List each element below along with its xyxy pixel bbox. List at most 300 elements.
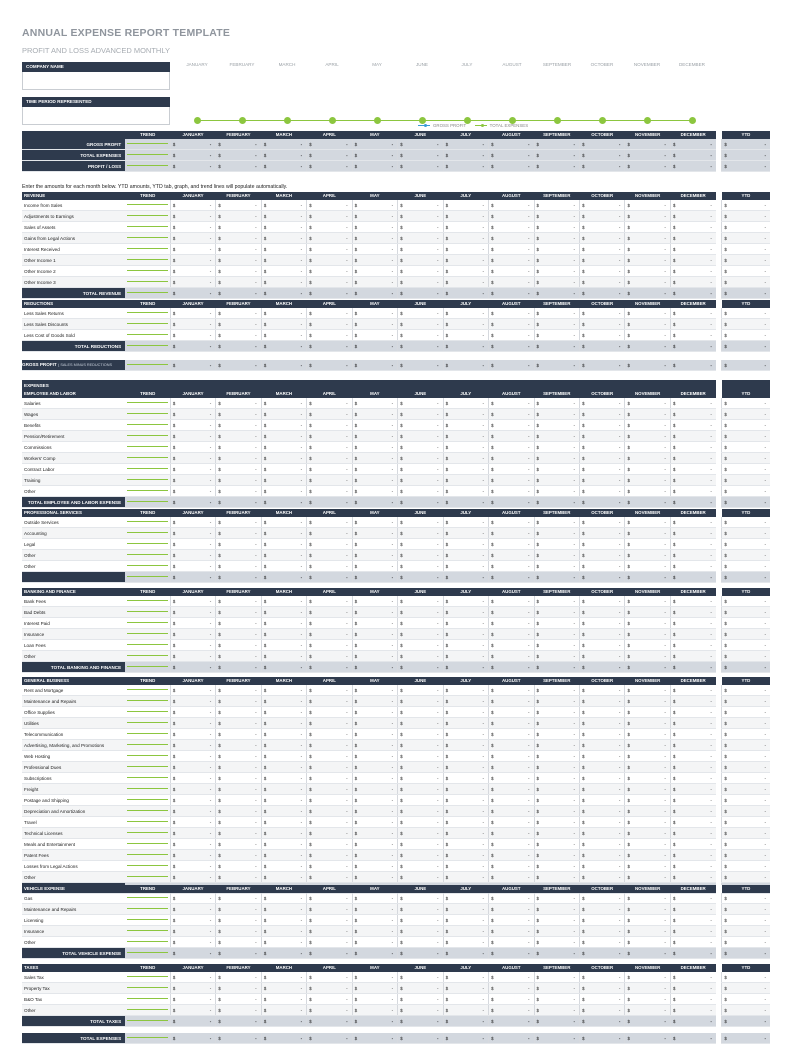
month-value[interactable]: $ - [489,994,534,1005]
month-value[interactable]: $ - [216,360,261,371]
month-value[interactable]: $ - [625,442,670,453]
month-value[interactable]: $ - [216,277,261,288]
month-value[interactable]: $ - [670,618,715,629]
month-value[interactable]: $ - [489,662,534,673]
month-value[interactable]: $ - [216,828,261,839]
month-value[interactable]: $ - [216,453,261,464]
month-value[interactable]: $ - [216,762,261,773]
month-value[interactable]: $ - [352,420,397,431]
month-value[interactable]: $ - [534,893,579,904]
month-value[interactable]: $ - [489,431,534,442]
month-value[interactable]: $ - [489,360,534,371]
month-value[interactable]: $ - [625,464,670,475]
month-value[interactable]: $ - [216,740,261,751]
month-value[interactable]: $ - [489,596,534,607]
month-value[interactable]: $ - [307,685,352,696]
month-value[interactable]: $ - [216,341,261,352]
month-value[interactable]: $ - [216,528,261,539]
month-value[interactable]: $ - [398,341,443,352]
month-value[interactable]: $ - [670,640,715,651]
month-value[interactable]: $ - [534,828,579,839]
month-value[interactable]: $ - [443,200,488,211]
month-value[interactable]: $ - [670,740,715,751]
month-value[interactable]: $ - [534,255,579,266]
month-value[interactable]: $ - [307,539,352,550]
month-value[interactable]: $ - [216,517,261,528]
month-value[interactable]: $ - [625,341,670,352]
month-value[interactable]: $ - [579,453,624,464]
month-value[interactable]: $ - [489,528,534,539]
month-value[interactable]: $ - [670,762,715,773]
month-value[interactable]: $ - [307,740,352,751]
month-value[interactable]: $ - [625,475,670,486]
month-value[interactable]: $ - [443,751,488,762]
month-value[interactable]: $ - [261,915,306,926]
month-value[interactable]: $ - [670,561,715,572]
month-value[interactable]: $ - [489,200,534,211]
month-value[interactable]: $ - [170,696,215,707]
month-value[interactable]: $ - [352,453,397,464]
month-value[interactable]: $ - [489,926,534,937]
month-value[interactable]: $ - [216,442,261,453]
month-value[interactable]: $ - [534,150,579,161]
month-value[interactable]: $ - [534,233,579,244]
month-value[interactable]: $ - [352,431,397,442]
month-value[interactable]: $ - [352,486,397,497]
month-value[interactable]: $ - [489,330,534,341]
month-value[interactable]: $ - [489,277,534,288]
month-value[interactable]: $ - [352,994,397,1005]
month-value[interactable]: $ - [534,784,579,795]
month-value[interactable]: $ - [670,937,715,948]
month-value[interactable]: $ - [216,244,261,255]
month-value[interactable]: $ - [398,607,443,618]
month-value[interactable]: $ - [216,211,261,222]
month-value[interactable]: $ - [352,729,397,740]
month-value[interactable]: $ - [398,685,443,696]
month-value[interactable]: $ - [579,629,624,640]
month-value[interactable]: $ - [216,409,261,420]
month-value[interactable]: $ - [398,319,443,330]
month-value[interactable]: $ - [670,222,715,233]
month-value[interactable]: $ - [170,751,215,762]
month-value[interactable]: $ - [307,795,352,806]
month-value[interactable]: $ - [307,806,352,817]
month-value[interactable]: $ - [216,662,261,673]
month-value[interactable]: $ - [443,795,488,806]
month-value[interactable]: $ - [625,572,670,583]
month-value[interactable]: $ - [534,948,579,959]
month-value[interactable]: $ - [489,244,534,255]
month-value[interactable]: $ - [170,850,215,861]
month-value[interactable]: $ - [534,696,579,707]
month-value[interactable]: $ - [170,926,215,937]
month-value[interactable]: $ - [579,904,624,915]
month-value[interactable]: $ - [670,497,715,508]
month-value[interactable]: $ - [170,161,215,172]
month-value[interactable]: $ - [216,464,261,475]
month-value[interactable]: $ - [443,572,488,583]
month-value[interactable]: $ - [670,773,715,784]
month-value[interactable]: $ - [579,308,624,319]
month-value[interactable]: $ - [216,640,261,651]
month-value[interactable]: $ - [579,806,624,817]
month-value[interactable]: $ - [307,442,352,453]
month-value[interactable]: $ - [670,839,715,850]
month-value[interactable]: $ - [489,915,534,926]
month-value[interactable]: $ - [625,817,670,828]
month-value[interactable]: $ - [398,926,443,937]
month-value[interactable]: $ - [534,528,579,539]
month-value[interactable]: $ - [352,211,397,222]
month-value[interactable]: $ - [489,211,534,222]
month-value[interactable]: $ - [534,341,579,352]
month-value[interactable]: $ - [534,550,579,561]
month-value[interactable]: $ - [170,861,215,872]
month-value[interactable]: $ - [398,200,443,211]
month-value[interactable]: $ - [352,651,397,662]
month-value[interactable]: $ - [352,795,397,806]
month-value[interactable]: $ - [398,139,443,150]
month-value[interactable]: $ - [352,1033,397,1044]
month-value[interactable]: $ - [261,360,306,371]
month-value[interactable]: $ - [398,972,443,983]
month-value[interactable]: $ - [534,486,579,497]
month-value[interactable]: $ - [170,685,215,696]
month-value[interactable]: $ - [261,983,306,994]
month-value[interactable]: $ - [261,937,306,948]
month-value[interactable]: $ - [579,662,624,673]
month-value[interactable]: $ - [670,904,715,915]
month-value[interactable]: $ - [170,431,215,442]
month-value[interactable]: $ - [534,360,579,371]
month-value[interactable]: $ - [398,904,443,915]
month-value[interactable]: $ - [670,893,715,904]
month-value[interactable]: $ - [579,762,624,773]
month-value[interactable]: $ - [579,817,624,828]
month-value[interactable]: $ - [579,277,624,288]
month-value[interactable]: $ - [534,994,579,1005]
month-value[interactable]: $ - [352,817,397,828]
month-value[interactable]: $ - [670,161,715,172]
month-value[interactable]: $ - [261,773,306,784]
month-value[interactable]: $ - [170,618,215,629]
month-value[interactable]: $ - [579,266,624,277]
month-value[interactable]: $ - [443,330,488,341]
month-value[interactable]: $ - [261,539,306,550]
month-value[interactable]: $ - [443,629,488,640]
month-value[interactable]: $ - [307,926,352,937]
month-value[interactable]: $ - [625,740,670,751]
month-value[interactable]: $ - [170,341,215,352]
month-value[interactable]: $ - [443,517,488,528]
month-value[interactable]: $ - [170,288,215,299]
month-value[interactable]: $ - [352,915,397,926]
month-value[interactable]: $ - [216,707,261,718]
month-value[interactable]: $ - [352,497,397,508]
month-value[interactable]: $ - [216,607,261,618]
month-value[interactable]: $ - [170,1016,215,1027]
month-value[interactable]: $ - [534,740,579,751]
month-value[interactable]: $ - [489,751,534,762]
month-value[interactable]: $ - [443,773,488,784]
month-value[interactable]: $ - [216,839,261,850]
month-value[interactable]: $ - [261,464,306,475]
month-value[interactable]: $ - [579,409,624,420]
month-value[interactable]: $ - [216,861,261,872]
month-value[interactable]: $ - [261,861,306,872]
month-value[interactable]: $ - [625,420,670,431]
month-value[interactable]: $ - [398,740,443,751]
month-value[interactable]: $ - [352,696,397,707]
month-value[interactable]: $ - [352,850,397,861]
month-value[interactable]: $ - [625,453,670,464]
month-value[interactable]: $ - [489,629,534,640]
month-value[interactable]: $ - [261,288,306,299]
month-value[interactable]: $ - [307,330,352,341]
month-value[interactable]: $ - [307,1016,352,1027]
month-value[interactable]: $ - [261,972,306,983]
month-value[interactable]: $ - [670,266,715,277]
month-value[interactable]: $ - [670,409,715,420]
month-value[interactable]: $ - [670,718,715,729]
month-value[interactable]: $ - [625,696,670,707]
month-value[interactable]: $ - [443,550,488,561]
month-value[interactable]: $ - [216,222,261,233]
month-value[interactable]: $ - [398,937,443,948]
month-value[interactable]: $ - [579,839,624,850]
month-value[interactable]: $ - [352,773,397,784]
month-value[interactable]: $ - [261,618,306,629]
month-value[interactable]: $ - [398,464,443,475]
month-value[interactable]: $ - [625,211,670,222]
month-value[interactable]: $ - [443,409,488,420]
month-value[interactable]: $ - [216,398,261,409]
month-value[interactable]: $ - [489,773,534,784]
month-value[interactable]: $ - [579,528,624,539]
month-value[interactable]: $ - [352,707,397,718]
month-value[interactable]: $ - [352,983,397,994]
month-value[interactable]: $ - [443,211,488,222]
month-value[interactable]: $ - [579,618,624,629]
month-value[interactable]: $ - [307,409,352,420]
month-value[interactable]: $ - [398,662,443,673]
month-value[interactable]: $ - [443,360,488,371]
month-value[interactable]: $ - [307,475,352,486]
month-value[interactable]: $ - [443,161,488,172]
month-value[interactable]: $ - [443,486,488,497]
month-value[interactable]: $ - [170,497,215,508]
month-value[interactable]: $ - [307,972,352,983]
month-value[interactable]: $ - [670,1016,715,1027]
month-value[interactable]: $ - [534,729,579,740]
month-value[interactable]: $ - [398,211,443,222]
month-value[interactable]: $ - [352,662,397,673]
month-value[interactable]: $ - [170,330,215,341]
month-value[interactable]: $ - [625,330,670,341]
month-value[interactable]: $ - [307,662,352,673]
month-value[interactable]: $ - [261,640,306,651]
month-value[interactable]: $ - [261,528,306,539]
month-value[interactable]: $ - [443,828,488,839]
month-value[interactable]: $ - [579,319,624,330]
month-value[interactable]: $ - [443,915,488,926]
month-value[interactable]: $ - [579,561,624,572]
month-value[interactable]: $ - [307,211,352,222]
month-value[interactable]: $ - [352,718,397,729]
month-value[interactable]: $ - [170,718,215,729]
month-value[interactable]: $ - [398,150,443,161]
month-value[interactable]: $ - [352,839,397,850]
month-value[interactable]: $ - [398,817,443,828]
month-value[interactable]: $ - [443,718,488,729]
month-value[interactable]: $ - [625,872,670,883]
month-value[interactable]: $ - [443,539,488,550]
month-value[interactable]: $ - [261,596,306,607]
month-value[interactable]: $ - [398,983,443,994]
month-value[interactable]: $ - [261,839,306,850]
month-value[interactable]: $ - [579,475,624,486]
month-value[interactable]: $ - [443,937,488,948]
month-value[interactable]: $ - [625,662,670,673]
month-value[interactable]: $ - [670,475,715,486]
month-value[interactable]: $ - [443,288,488,299]
month-value[interactable]: $ - [352,828,397,839]
month-value[interactable]: $ - [534,937,579,948]
month-value[interactable]: $ - [534,618,579,629]
month-value[interactable]: $ - [216,685,261,696]
month-value[interactable]: $ - [398,539,443,550]
month-value[interactable]: $ - [579,211,624,222]
month-value[interactable]: $ - [489,497,534,508]
month-value[interactable]: $ - [670,255,715,266]
month-value[interactable]: $ - [307,431,352,442]
month-value[interactable]: $ - [579,685,624,696]
month-value[interactable]: $ - [352,926,397,937]
month-value[interactable]: $ - [170,255,215,266]
month-value[interactable]: $ - [579,937,624,948]
month-value[interactable]: $ - [670,707,715,718]
month-value[interactable]: $ - [534,817,579,828]
month-value[interactable]: $ - [307,937,352,948]
month-value[interactable]: $ - [307,904,352,915]
month-value[interactable]: $ - [443,651,488,662]
month-value[interactable]: $ - [670,288,715,299]
month-value[interactable]: $ - [216,561,261,572]
month-value[interactable]: $ - [216,161,261,172]
month-value[interactable]: $ - [170,1005,215,1016]
month-value[interactable]: $ - [352,398,397,409]
month-value[interactable]: $ - [307,696,352,707]
month-value[interactable]: $ - [352,1016,397,1027]
month-value[interactable]: $ - [443,255,488,266]
month-value[interactable]: $ - [534,926,579,937]
month-value[interactable]: $ - [670,607,715,618]
month-value[interactable]: $ - [489,718,534,729]
month-value[interactable]: $ - [670,330,715,341]
month-value[interactable]: $ - [670,696,715,707]
month-value[interactable]: $ - [307,718,352,729]
month-value[interactable]: $ - [443,497,488,508]
month-value[interactable]: $ - [670,233,715,244]
month-value[interactable]: $ - [625,629,670,640]
month-value[interactable]: $ - [307,319,352,330]
month-value[interactable]: $ - [307,222,352,233]
month-value[interactable]: $ - [534,640,579,651]
month-value[interactable]: $ - [534,244,579,255]
month-value[interactable]: $ - [170,740,215,751]
month-value[interactable]: $ - [443,1033,488,1044]
month-value[interactable]: $ - [216,850,261,861]
month-value[interactable]: $ - [489,255,534,266]
month-value[interactable]: $ - [534,497,579,508]
month-value[interactable]: $ - [398,872,443,883]
month-value[interactable]: $ - [216,618,261,629]
month-value[interactable]: $ - [670,539,715,550]
month-value[interactable]: $ - [489,222,534,233]
month-value[interactable]: $ - [625,308,670,319]
month-value[interactable]: $ - [352,550,397,561]
month-value[interactable]: $ - [579,244,624,255]
month-value[interactable]: $ - [170,486,215,497]
month-value[interactable]: $ - [443,662,488,673]
month-value[interactable]: $ - [443,729,488,740]
month-value[interactable]: $ - [625,751,670,762]
month-value[interactable]: $ - [625,828,670,839]
month-value[interactable]: $ - [398,1016,443,1027]
month-value[interactable]: $ - [261,1016,306,1027]
month-value[interactable]: $ - [216,948,261,959]
month-value[interactable]: $ - [170,420,215,431]
month-value[interactable]: $ - [670,550,715,561]
month-value[interactable]: $ - [625,795,670,806]
month-value[interactable]: $ - [534,475,579,486]
month-value[interactable]: $ - [534,861,579,872]
month-value[interactable]: $ - [170,517,215,528]
month-value[interactable]: $ - [579,486,624,497]
month-value[interactable]: $ - [489,937,534,948]
month-value[interactable]: $ - [625,139,670,150]
month-value[interactable]: $ - [216,539,261,550]
month-value[interactable]: $ - [443,994,488,1005]
month-value[interactable]: $ - [398,994,443,1005]
month-value[interactable]: $ - [625,431,670,442]
month-value[interactable]: $ - [307,596,352,607]
month-value[interactable]: $ - [216,319,261,330]
month-value[interactable]: $ - [579,850,624,861]
month-value[interactable]: $ - [307,751,352,762]
month-value[interactable]: $ - [670,360,715,371]
month-value[interactable]: $ - [307,861,352,872]
month-value[interactable]: $ - [398,773,443,784]
month-value[interactable]: $ - [170,937,215,948]
month-value[interactable]: $ - [625,1005,670,1016]
month-value[interactable]: $ - [670,915,715,926]
month-value[interactable]: $ - [579,893,624,904]
month-value[interactable]: $ - [307,915,352,926]
month-value[interactable]: $ - [625,994,670,1005]
month-value[interactable]: $ - [352,475,397,486]
month-value[interactable]: $ - [261,926,306,937]
month-value[interactable]: $ - [261,1005,306,1016]
month-value[interactable]: $ - [443,398,488,409]
month-value[interactable]: $ - [625,915,670,926]
month-value[interactable]: $ - [352,360,397,371]
month-value[interactable]: $ - [443,817,488,828]
month-value[interactable]: $ - [261,308,306,319]
month-value[interactable]: $ - [579,861,624,872]
month-value[interactable]: $ - [534,806,579,817]
